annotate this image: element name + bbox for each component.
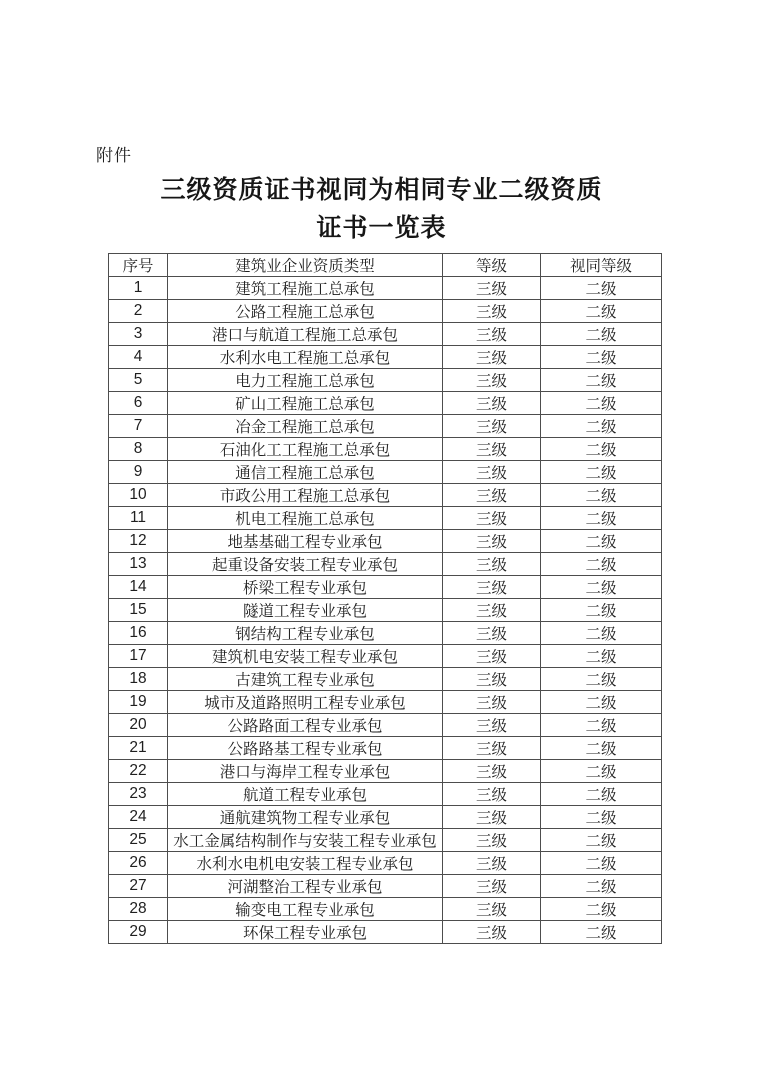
row-level: 三级	[443, 553, 541, 576]
row-equivalent-level: 二级	[541, 714, 662, 737]
row-equivalent-level: 二级	[541, 783, 662, 806]
row-type: 起重设备安装工程专业承包	[168, 553, 443, 576]
row-seq: 25	[109, 829, 168, 852]
table-row	[109, 415, 662, 438]
row-seq: 15	[109, 599, 168, 622]
row-level: 三级	[443, 300, 541, 323]
row-seq: 16	[109, 622, 168, 645]
row-type: 水利水电机电安装工程专业承包	[168, 852, 443, 875]
row-equivalent-level: 二级	[541, 277, 662, 300]
row-seq: 12	[109, 530, 168, 553]
row-type: 水工金属结构制作与安装工程专业承包	[168, 829, 443, 852]
header-level: 等级	[443, 254, 541, 277]
row-equivalent-level: 二级	[541, 461, 662, 484]
table-row	[109, 277, 662, 300]
table-row	[109, 346, 662, 369]
table-row	[109, 553, 662, 576]
table-row	[109, 668, 662, 691]
row-type: 航道工程专业承包	[168, 783, 443, 806]
row-type: 城市及道路照明工程专业承包	[168, 691, 443, 714]
row-type: 冶金工程施工总承包	[168, 415, 443, 438]
row-seq: 1	[109, 277, 168, 300]
row-seq: 28	[109, 898, 168, 921]
row-level: 三级	[443, 691, 541, 714]
table-row	[109, 829, 662, 852]
attachment-label: 附件	[96, 146, 132, 165]
row-equivalent-level: 二级	[541, 415, 662, 438]
row-type: 公路路面工程专业承包	[168, 714, 443, 737]
row-seq: 5	[109, 369, 168, 392]
row-level: 三级	[443, 438, 541, 461]
row-equivalent-level: 二级	[541, 875, 662, 898]
row-type: 古建筑工程专业承包	[168, 668, 443, 691]
row-level: 三级	[443, 852, 541, 875]
row-level: 三级	[443, 829, 541, 852]
row-seq: 27	[109, 875, 168, 898]
table-row	[109, 323, 662, 346]
row-seq: 19	[109, 691, 168, 714]
row-type: 地基基础工程专业承包	[168, 530, 443, 553]
row-equivalent-level: 二级	[541, 438, 662, 461]
row-seq: 8	[109, 438, 168, 461]
row-type: 公路工程施工总承包	[168, 300, 443, 323]
header-equivalent-level: 视同等级	[541, 254, 662, 277]
table-row	[109, 875, 662, 898]
row-equivalent-level: 二级	[541, 369, 662, 392]
row-equivalent-level: 二级	[541, 392, 662, 415]
table-row	[109, 691, 662, 714]
row-equivalent-level: 二级	[541, 806, 662, 829]
row-equivalent-level: 二级	[541, 599, 662, 622]
row-seq: 3	[109, 323, 168, 346]
table-row	[109, 921, 662, 944]
row-seq: 18	[109, 668, 168, 691]
row-type: 矿山工程施工总承包	[168, 392, 443, 415]
row-equivalent-level: 二级	[541, 737, 662, 760]
table-row	[109, 852, 662, 875]
table-row	[109, 369, 662, 392]
row-type: 环保工程专业承包	[168, 921, 443, 944]
row-type: 隧道工程专业承包	[168, 599, 443, 622]
row-type: 建筑机电安装工程专业承包	[168, 645, 443, 668]
row-seq: 23	[109, 783, 168, 806]
table-row	[109, 392, 662, 415]
row-level: 三级	[443, 599, 541, 622]
row-equivalent-level: 二级	[541, 760, 662, 783]
row-type: 公路路基工程专业承包	[168, 737, 443, 760]
table-row	[109, 714, 662, 737]
qualification-table-header	[109, 254, 662, 277]
table-row	[109, 530, 662, 553]
row-level: 三级	[443, 507, 541, 530]
row-level: 三级	[443, 898, 541, 921]
table-row	[109, 484, 662, 507]
row-level: 三级	[443, 783, 541, 806]
row-level: 三级	[443, 714, 541, 737]
row-level: 三级	[443, 392, 541, 415]
row-equivalent-level: 二级	[541, 829, 662, 852]
row-level: 三级	[443, 346, 541, 369]
page-title-line-1: 三级资质证书视同为相同专业二级资质	[160, 176, 603, 204]
row-type: 机电工程施工总承包	[168, 507, 443, 530]
row-type: 河湖整治工程专业承包	[168, 875, 443, 898]
row-type: 通信工程施工总承包	[168, 461, 443, 484]
row-type: 港口与航道工程施工总承包	[168, 323, 443, 346]
row-equivalent-level: 二级	[541, 300, 662, 323]
row-level: 三级	[443, 576, 541, 599]
row-level: 三级	[443, 806, 541, 829]
table-row	[109, 599, 662, 622]
row-seq: 14	[109, 576, 168, 599]
row-type: 钢结构工程专业承包	[168, 622, 443, 645]
row-seq: 29	[109, 921, 168, 944]
row-type: 建筑工程施工总承包	[168, 277, 443, 300]
row-level: 三级	[443, 921, 541, 944]
table-row	[109, 507, 662, 530]
row-seq: 11	[109, 507, 168, 530]
row-seq: 17	[109, 645, 168, 668]
row-level: 三级	[443, 668, 541, 691]
table-row	[109, 898, 662, 921]
table-row	[109, 438, 662, 461]
row-seq: 4	[109, 346, 168, 369]
row-seq: 22	[109, 760, 168, 783]
row-seq: 9	[109, 461, 168, 484]
row-seq: 7	[109, 415, 168, 438]
row-level: 三级	[443, 415, 541, 438]
row-equivalent-level: 二级	[541, 622, 662, 645]
row-equivalent-level: 二级	[541, 852, 662, 875]
row-seq: 21	[109, 737, 168, 760]
row-equivalent-level: 二级	[541, 553, 662, 576]
table-row	[109, 737, 662, 760]
row-level: 三级	[443, 737, 541, 760]
row-equivalent-level: 二级	[541, 323, 662, 346]
row-type: 石油化工工程施工总承包	[168, 438, 443, 461]
qualification-table	[108, 253, 662, 944]
row-level: 三级	[443, 277, 541, 300]
row-level: 三级	[443, 622, 541, 645]
table-row	[109, 300, 662, 323]
row-equivalent-level: 二级	[541, 691, 662, 714]
row-equivalent-level: 二级	[541, 645, 662, 668]
row-level: 三级	[443, 530, 541, 553]
table-row	[109, 760, 662, 783]
row-type: 输变电工程专业承包	[168, 898, 443, 921]
row-type: 港口与海岸工程专业承包	[168, 760, 443, 783]
header-seq: 序号	[109, 254, 168, 277]
row-type: 市政公用工程施工总承包	[168, 484, 443, 507]
row-equivalent-level: 二级	[541, 668, 662, 691]
row-seq: 24	[109, 806, 168, 829]
qualification-table-body	[109, 277, 662, 944]
page-title-line-2: 证书一览表	[316, 214, 447, 242]
row-level: 三级	[443, 484, 541, 507]
row-level: 三级	[443, 760, 541, 783]
table-row	[109, 461, 662, 484]
row-equivalent-level: 二级	[541, 346, 662, 369]
row-type: 电力工程施工总承包	[168, 369, 443, 392]
row-equivalent-level: 二级	[541, 898, 662, 921]
table-row	[109, 806, 662, 829]
row-seq: 26	[109, 852, 168, 875]
row-seq: 10	[109, 484, 168, 507]
row-level: 三级	[443, 461, 541, 484]
row-type: 桥梁工程专业承包	[168, 576, 443, 599]
table-header-row	[109, 254, 662, 277]
row-equivalent-level: 二级	[541, 530, 662, 553]
row-type: 通航建筑物工程专业承包	[168, 806, 443, 829]
row-level: 三级	[443, 369, 541, 392]
header-type: 建筑业企业资质类型	[168, 254, 443, 277]
row-type: 水利水电工程施工总承包	[168, 346, 443, 369]
table-row	[109, 622, 662, 645]
row-equivalent-level: 二级	[541, 921, 662, 944]
row-level: 三级	[443, 875, 541, 898]
row-equivalent-level: 二级	[541, 507, 662, 530]
row-level: 三级	[443, 323, 541, 346]
row-seq: 6	[109, 392, 168, 415]
row-equivalent-level: 二级	[541, 576, 662, 599]
table-row	[109, 645, 662, 668]
row-seq: 20	[109, 714, 168, 737]
table-row	[109, 783, 662, 806]
row-level: 三级	[443, 645, 541, 668]
page-title	[0, 171, 763, 247]
table-row	[109, 576, 662, 599]
row-seq: 13	[109, 553, 168, 576]
row-equivalent-level: 二级	[541, 484, 662, 507]
row-seq: 2	[109, 300, 168, 323]
